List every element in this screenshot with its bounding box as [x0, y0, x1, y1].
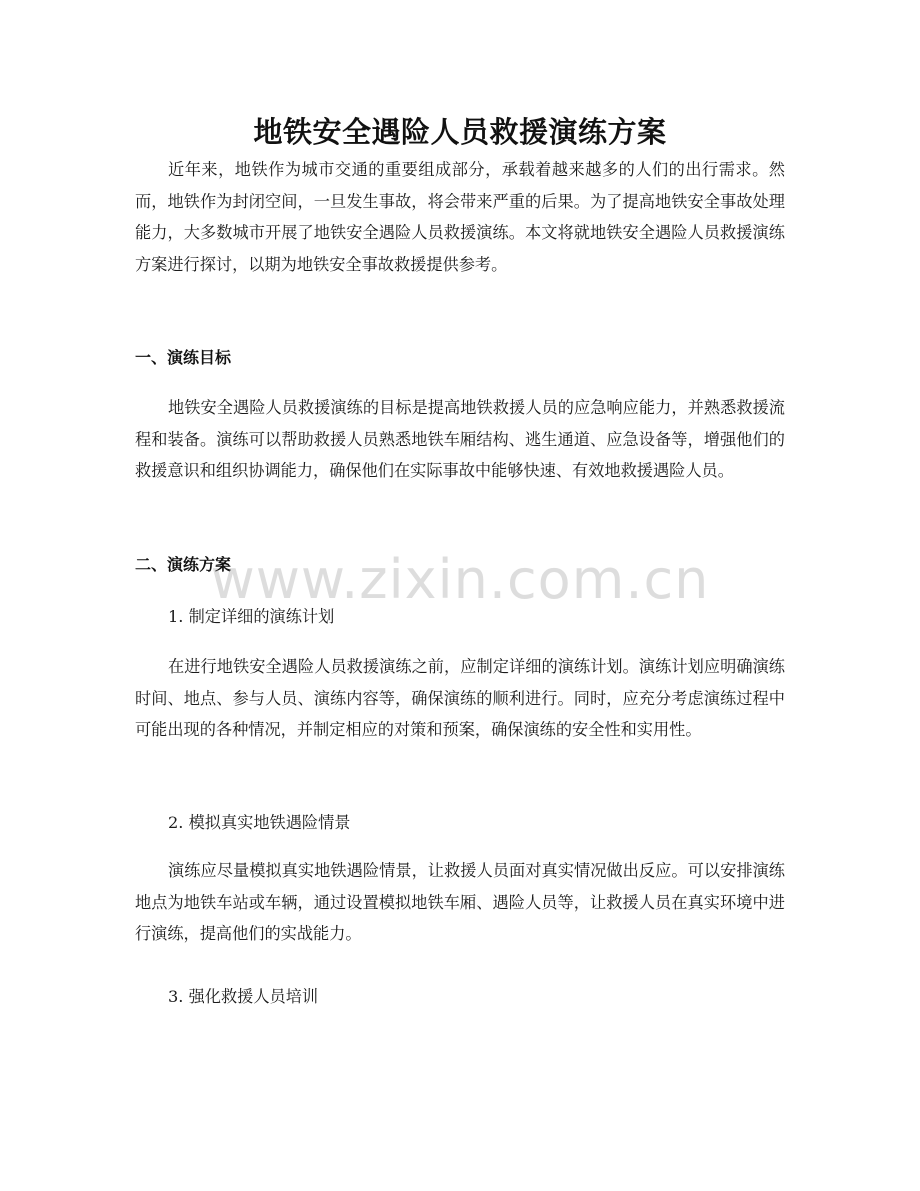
- subsection-3-title: 3. 强化救援人员培训: [168, 987, 319, 1006]
- subsection-1-title: 1. 制定详细的演练计划: [168, 607, 335, 626]
- intro-paragraph: 近年来，地铁作为城市交通的重要组成部分，承载着越来越多的人们的出行需求。然而，地铁作为封闭空间，一旦发生事故，将会带来严重的后果。为了提高地铁安全事故处理能力，大多数城市开展了地铁安全遇险人员救援演练。本文将就地铁安全遇险人员救援演练方案进行探讨，以期为地铁安全事故救援提供参考。: [135, 160, 785, 274]
- subsection-1-paragraph: 在进行地铁安全遇险人员救援演练之前，应制定详细的演练计划。演练计划应明确演练时间、地点、参与人员、演练内容等，确保演练的顺利进行。同时，应充分考虑演练过程中可能出现的各种情况，并制定相应的对策和预案，确保演练的安全性和实用性。: [135, 657, 785, 739]
- subsection-2-title: 2. 模拟真实地铁遇险情景: [168, 813, 351, 832]
- section-2-heading: 二、演练方案: [135, 555, 232, 574]
- section-1-paragraph: 地铁安全遇险人员救援演练的目标是提高地铁救援人员的应急响应能力，并熟悉救援流程和装备。演练可以帮助救援人员熟悉地铁车厢结构、逃生通道、应急设备等，增强他们的救援意识和组织协调能力，确保他们在实际事故中能够快速、有效地救援遇险人员。: [135, 398, 785, 480]
- document-title: 地铁安全遇险人员救援演练方案: [253, 115, 667, 149]
- subsection-2-paragraph: 演练应尽量模拟真实地铁遇险情景，让救援人员面对真实情况做出反应。可以安排演练地点为地铁车站或车辆，通过设置模拟地铁车厢、遇险人员等，让救援人员在真实环境中进行演练，提高他们的实战能力。: [135, 861, 785, 943]
- section-1-heading: 一、演练目标: [135, 348, 232, 367]
- watermark: www.zixin.com.cn: [210, 548, 710, 611]
